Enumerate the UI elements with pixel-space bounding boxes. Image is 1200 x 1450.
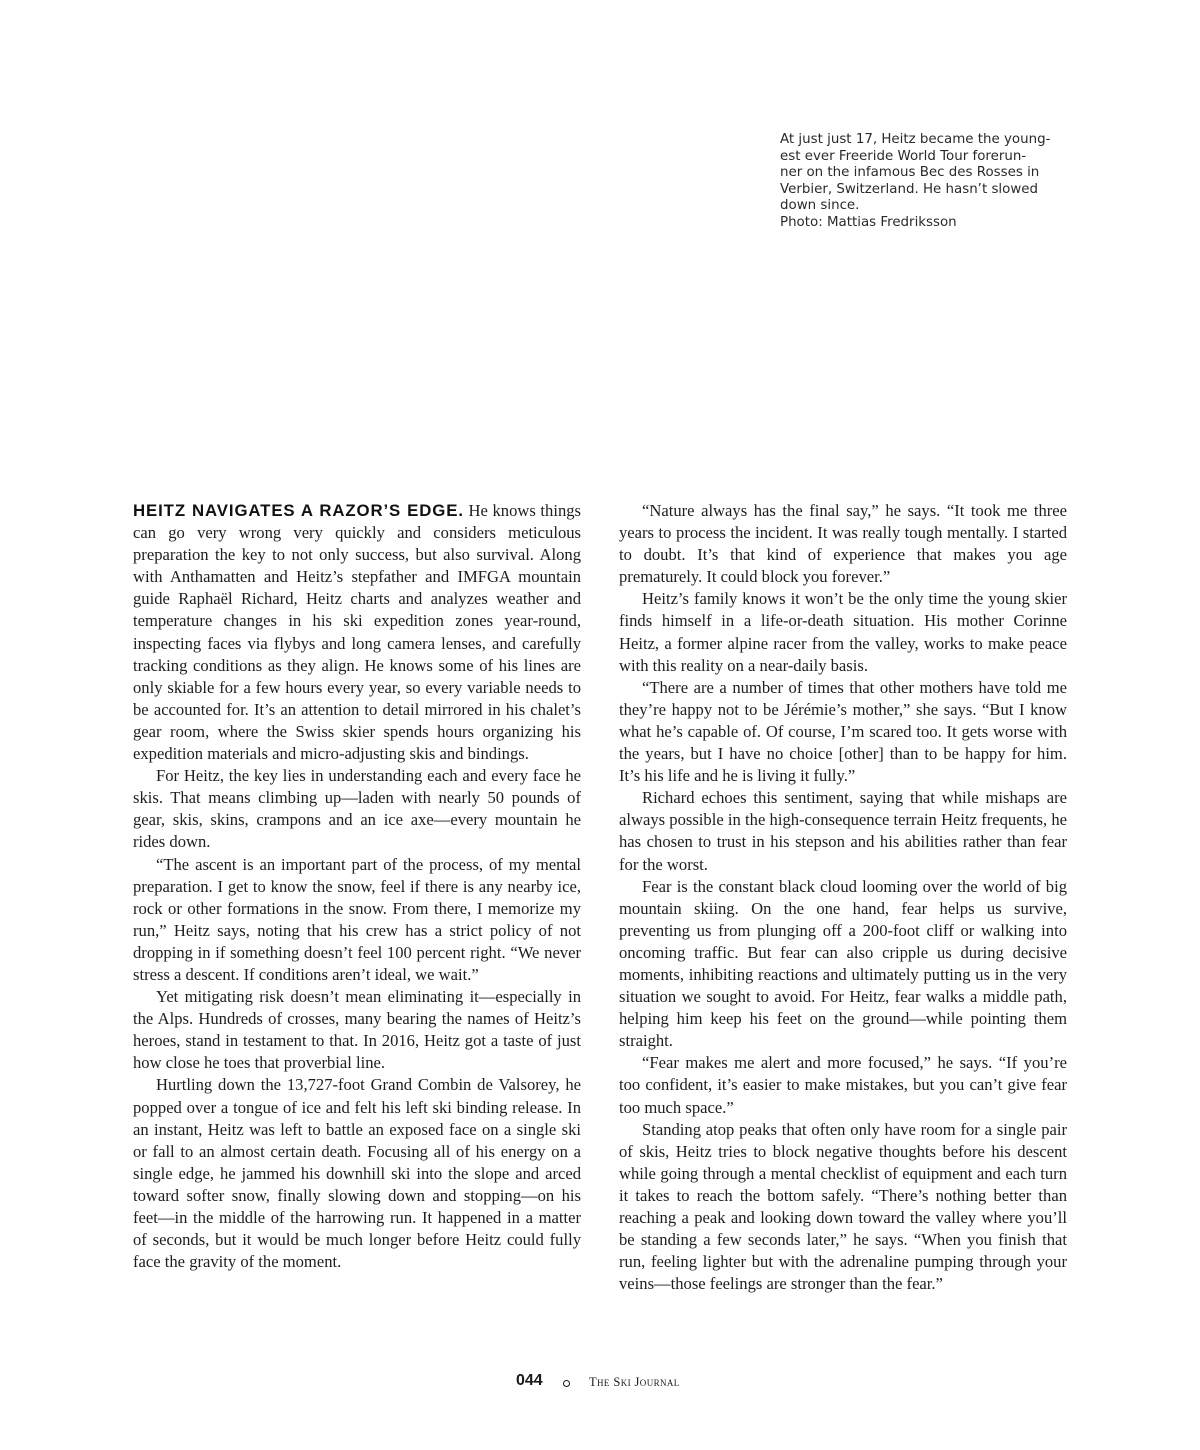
article-paragraph: “Nature always has the final say,” he says. “It took me three years to process the incident. It was really tough mentally. I started to doubt. It’s that kind of experience that makes you age prematurely. It could block you forever.”: [619, 501, 1067, 587]
article-paragraph: [133, 500, 581, 765]
page-number: 044: [516, 1372, 543, 1389]
photo-caption: [780, 132, 1080, 232]
caption-line: Verbier, Switzerland. He hasn’t slowed: [780, 181, 1039, 197]
article-paragraph: Hurtling down the 13,727-foot Grand Combin de Valsorey, he popped over a tongue of ice and felt his left ski binding release. In an instant, Heitz was left to battle an exposed face on a single ski or fall to an almost certain death. Focusing all of his energy on a single edge, he jammed his downhill ski into the slope and arced toward softer snow, finally slowing down and stopping—on his feet—in the middle of the harrowing run. It happened in a matter of seconds, but it would be much longer before Heitz could fully face the gravity of the moment.: [133, 1075, 581, 1272]
paragraph-text: He knows things can go very wrong very quickly and considers meticulous preparation the key to not only success, but also survival. Along with Anthamatten and Heitz’s stepfather and IMFGA mountain guide Raphaël Richard, Heitz charts and analyzes weather and temperature changes in his ski expedition zones year-round, inspecting faces via flybys and long camera lenses, and carefully tracking conditions as they align. He knows some of his lines are only skiable for a few hours every year, so every variable needs to be accounted for. It’s an attention to detail mirrored in his chalet’s gear room, where the Swiss skier spends hours organizing his expedition materials and micro-adjusting skis and bindings.: [133, 501, 581, 764]
lead-in-heading: HEITZ NAVIGATES A RAZOR’S EDGE.: [133, 501, 464, 520]
caption-line: down since.: [780, 198, 860, 214]
article-column-right: [619, 500, 1067, 1295]
article-paragraph: Standing atop peaks that often only have room for a single pair of skis, Heitz tries to block negative thoughts before his descent while going through a mental checklist of equipment and each turn it takes to reach the bottom safely. “There’s nothing better than reaching a peak and looking down toward the valley where you’ll be standing a few seconds later,” he says. “When you finish that run, feeling lighter but with the adrenaline pumping through your veins—those feelings are stronger than the fear.”: [619, 1119, 1067, 1294]
page-footer: [0, 1372, 1200, 1396]
article-paragraph: Fear is the constant black cloud looming over the world of big mountain skiing. On the one hand, fear helps us survive, preventing us from plunging off a 200-foot cliff or walking into oncoming traffic. But fear can also cripple us during decisive moments, inhibiting reactions and ultimately putting us in the very situation we sought to avoid. For Heitz, fear walks a middle path, helping him keep his feet on the ground—while pointing them straight.: [619, 876, 1067, 1051]
caption-line: ner on the infamous Bec des Rosses in: [780, 165, 1040, 181]
article-column-left: [133, 500, 581, 1273]
article-paragraph: “There are a number of times that other mothers have told me they’re happy not to be Jérémie’s mother,” she says. “But I know what he’s capable of. Of course, I’m scared too. It gets worse with the years, but I have no choice [other] than to be happy for him. It’s his life and he is living it fully.”: [619, 677, 1067, 786]
publication-name: The Ski Journal: [589, 1375, 680, 1389]
caption-line: est ever Freeride World Tour forerun-: [780, 148, 1027, 164]
bullet-separator-icon: [563, 1380, 570, 1387]
article-paragraph: “The ascent is an important part of the process, of my mental preparation. I get to know the snow, feel if there is any nearby ice, rock or other formations in the snow. From there, I memorize my run,” Heitz says, noting that his crew has a strict policy of not dropping in if something doesn’t feel 100 percent right. “We never stress a descent. If conditions aren’t ideal, we wait.”: [133, 854, 581, 984]
article-paragraph: Heitz’s family knows it won’t be the only time the young skier finds himself in a life-or-death situation. His mother Corinne Heitz, a former alpine racer from the valley, works to make peace with this reality on a near-daily basis.: [619, 589, 1067, 675]
article-paragraph: Yet mitigating risk doesn’t mean eliminating it—especially in the Alps. Hundreds of crosses, many bearing the names of Heitz’s heroes, stand in testament to that. In 2016, Heitz got a taste of just how close he toes that proverbial line.: [133, 987, 581, 1073]
article-paragraph: Richard echoes this sentiment, saying that while mishaps are always possible in the high-consequence terrain Heitz frequents, he has chosen to trust in his stepson and his abilities rather than fear for the worst.: [619, 788, 1067, 874]
photo-credit: Photo: Mattias Fredriksson: [780, 214, 957, 230]
article-paragraph: For Heitz, the key lies in understanding each and every face he skis. That means climbing up—laden with nearly 50 pounds of gear, skis, skins, crampons and an ice axe—every mountain he rides down.: [133, 766, 581, 852]
article-paragraph: “Fear makes me alert and more focused,” he says. “If you’re too confident, it’s easier to make mistakes, but you can’t give fear too much space.”: [619, 1053, 1067, 1117]
caption-line: At just just 17, Heitz became the young-: [780, 132, 1051, 147]
